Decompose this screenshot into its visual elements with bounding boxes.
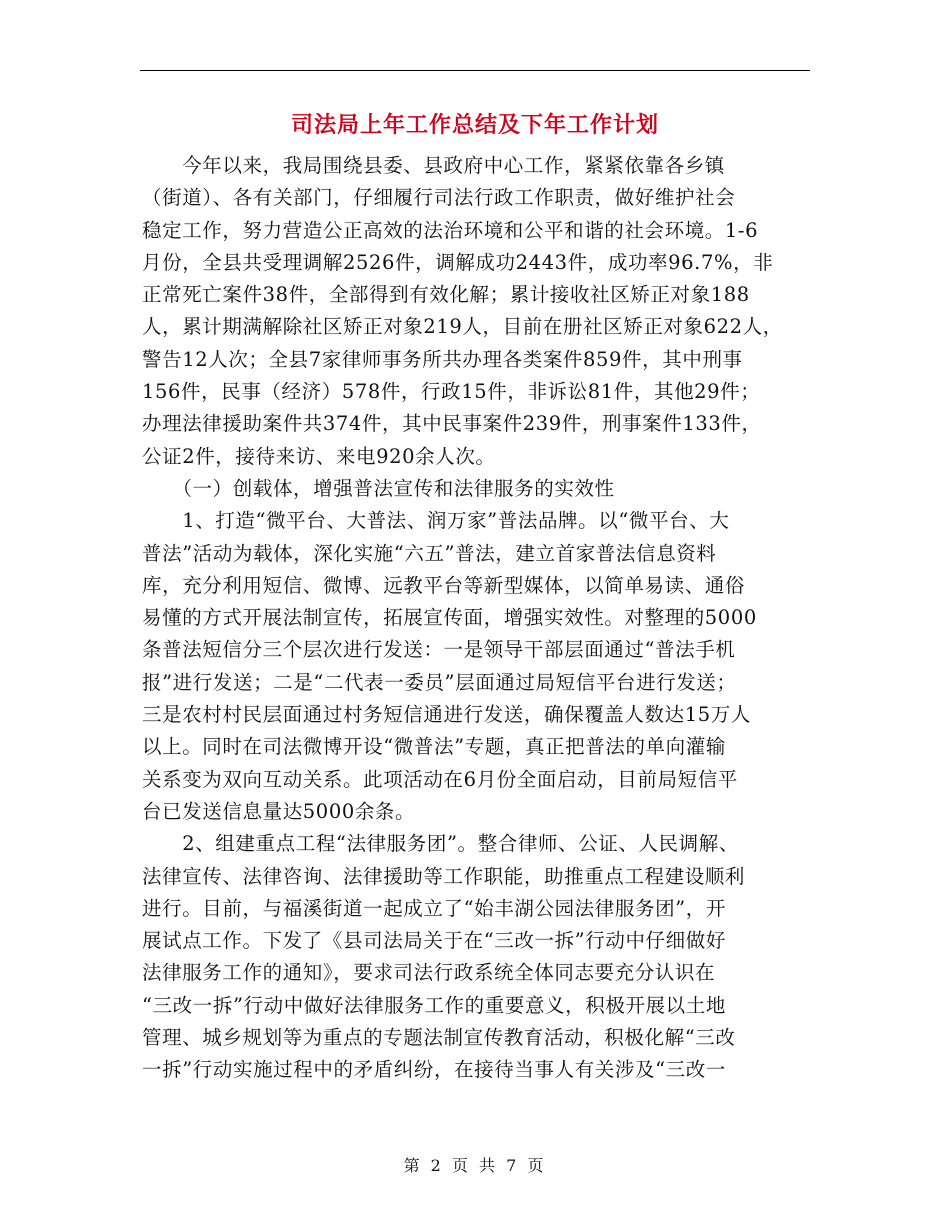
body-text-line: 警告12人次；全县7家律师事务所共办理各类案件859件，其中刑事: [142, 347, 743, 371]
body-text-line: 管理、城乡规划等为重点的专题法制宣传教育活动，积极化解“三改: [142, 1026, 736, 1050]
body-text-line: 正常死亡案件38件，全部得到有效化解；累计接收社区矫正对象188: [142, 283, 750, 307]
page-number: 第 2 页 共 7 页: [403, 1156, 547, 1175]
header-rule: [140, 70, 810, 71]
body-text-line: 法律宣传、法律咨询、法律援助等工作职能，助推重点工程建设顺利: [142, 864, 746, 888]
body-text-line: 人，累计期满解除社区矫正对象219人，目前在册社区矫正对象622人，: [142, 315, 783, 339]
body-text-line: （一）创载体，增强普法宣传和法律服务的实效性: [142, 476, 615, 500]
body-text-line: 1、打造“微平台、大普法、润万家”普法品牌。以“微平台、大: [142, 509, 730, 533]
document-body: [142, 150, 812, 1087]
body-text-line: 易懂的方式开展法制宣传，拓展宣传面，增强实效性。对整理的5000: [142, 606, 757, 630]
body-text-line: 一拆”行动实施过程中的矛盾纠纷，在接待当事人有关涉及“三改一: [142, 1058, 726, 1082]
body-text-line: 法律服务工作的通知》，要求司法行政系统全体同志要充分认识在: [142, 961, 716, 985]
body-text-line: 2、组建重点工程“法律服务团”。整合律师、公证、人民调解、: [142, 832, 739, 856]
body-text-line: 以上。同时在司法微博开设“微普法”专题，真正把普法的单向灌输: [142, 735, 726, 759]
body-text-line: 月份，全县共受理调解2526件，调解成功2443件，成功率96.7%，非: [142, 250, 774, 274]
body-text-line: 今年以来，我局围绕县委、县政府中心工作，紧紧依靠各乡镇: [142, 154, 725, 177]
body-text-line: 稳定工作，努力营造公正高效的法治环境和公平和谐的社会环境。1-6: [142, 218, 759, 242]
body-text-line: 普法”活动为载体，深化实施“六五”普法，建立首家普法信息资料: [142, 541, 717, 565]
body-text-line: 库，充分利用短信、微博、远教平台等新型媒体，以简单易读、通俗: [142, 573, 746, 597]
body-text-line: （街道）、各有关部门，仔细履行司法行政工作职责，做好维护社会: [142, 186, 736, 210]
body-text-line: 公证2件，接待来访、来电920余人次。: [142, 444, 496, 468]
body-text-line: 156件，民事（经济）578件，行政15件，非诉讼81件，其他29件；: [142, 380, 761, 404]
body-text-line: 关系变为双向互动关系。此项活动在6月份全面启动，目前局短信平: [142, 767, 738, 791]
body-text-line: 条普法短信分三个层次进行发送：一是领导干部层面通过“普法手机: [142, 638, 736, 662]
body-text-line: 进行。目前，与福溪街道一起成立了“始丰湖公园法律服务团”，开: [142, 896, 726, 920]
body-text-line: “三改一拆”行动中做好法律服务工作的重要意义，积极开展以土地: [142, 993, 726, 1017]
document-title: 司法局上年工作总结及下年工作计划: [290, 113, 659, 138]
body-text-line: 报”进行发送；二是“二代表一委员”层面通过局短信平台进行发送；: [142, 670, 737, 694]
body-text-line: 三是农村村民层面通过村务短信通进行发送，确保覆盖人数达15万人: [142, 703, 751, 727]
body-text-line: 台已发送信息量达5000余条。: [142, 799, 416, 823]
body-text-line: 展试点工作。下发了《县司法局关于在“三改一拆”行动中仔细做好: [142, 929, 726, 953]
body-text-line: 办理法律援助案件共374件，其中民事案件239件，刑事案件133件，: [142, 412, 762, 436]
